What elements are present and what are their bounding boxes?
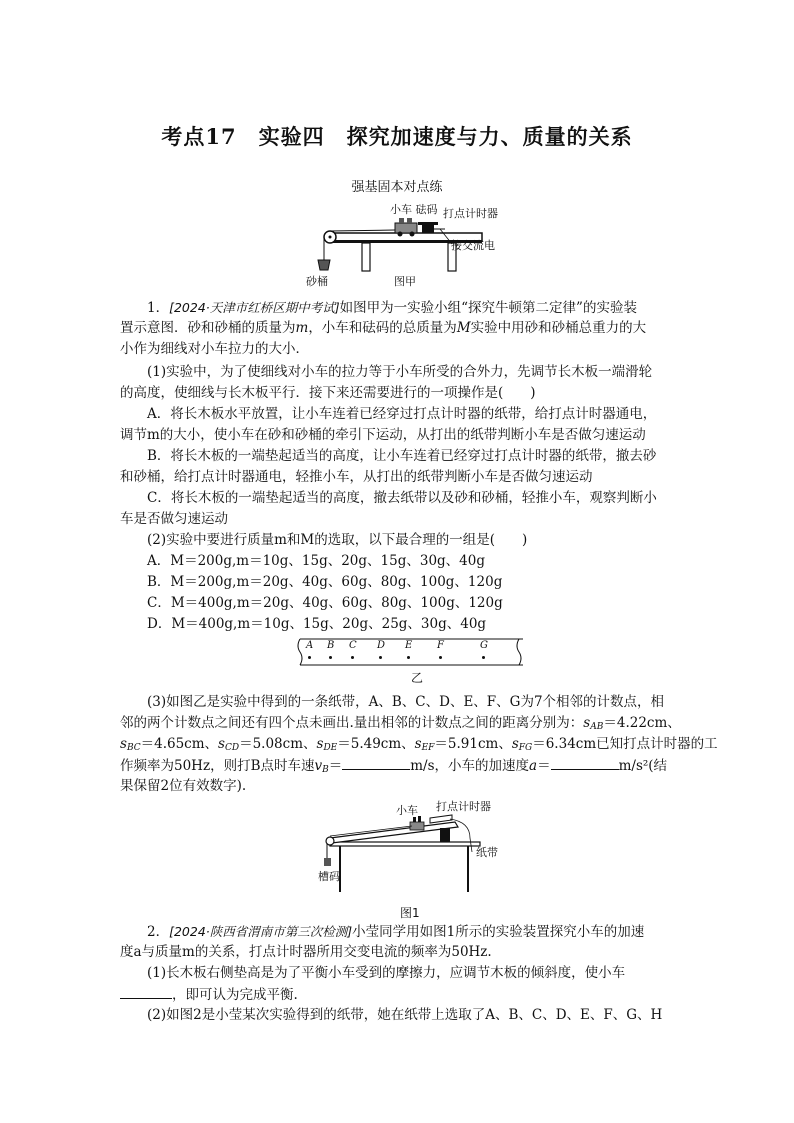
- q1-part3-line1: (3)如图乙是实验中得到的一条纸带，A、B、C、D、E、F、G为7个相邻的计数点，相: [147, 694, 665, 710]
- tape-dot: [329, 656, 332, 659]
- q1-stem-line3: 小作为细线对小车拉力的大小．: [120, 341, 309, 357]
- section-title: 强基固本对点练: [351, 180, 443, 195]
- q1-source: [2024·天津市红桥区期中考试]: [169, 300, 340, 315]
- q1-part3-2: 邻的两个计数点之间还有四个点未画出.量出相邻的计数点之间的距离分别为：: [120, 715, 584, 731]
- car-label: 小车: [396, 804, 418, 817]
- q1-part3-line4: 作频率为50Hz，则打B点时车速$v_B= m/s$，小车的加速度a＝ m/s²(结: [120, 755, 680, 781]
- tape-point-label: B: [327, 640, 335, 651]
- q1-option-B-line1: B．将长木板的一端垫起适当的高度，让小车连着已经穿过打点计时器的纸带，撤去砂: [147, 448, 657, 464]
- q2-part1-2: ，即可认为完成平衡.: [172, 987, 298, 1003]
- unit-a: m/s²(结: [618, 758, 668, 774]
- q1-part3-line3: $s_{BC}=4.65cm$、$s_{CD}=5.08cm$、$s_{DE}=5.49cm$、$s_{EF}=5.91cm$、$s_{FG}=6.34cm$已知打点计时器的工: [120, 736, 718, 753]
- q1-part2: (2)实验中要进行质量m和M的选取，以下最合理的一组是( ): [147, 532, 528, 548]
- tape-label: 纸带: [476, 846, 498, 859]
- tape-dot: [482, 656, 485, 659]
- s-ef: ＝5.91cm、: [434, 736, 512, 752]
- answer-blank-q2-1[interactable]: [120, 984, 172, 999]
- q2-part1-line2: [120, 984, 680, 1006]
- page-title: 考点17 实验四 探究加速度与力、质量的关系: [161, 124, 633, 149]
- tape-point-label: E: [405, 640, 413, 651]
- q1-stem-2c: 实验中用砂和砂桶总重力的大: [470, 320, 647, 336]
- s-fg: ＝6.34cm已知打点计时器的工: [532, 736, 718, 752]
- q1-option-C-line2: 车是否做匀速运动: [120, 511, 228, 527]
- q2-part2: (2)如图2是小莹某次实验得到的纸带，她在纸带上选取了A、B、C、D、E、F、G、H: [147, 1007, 663, 1023]
- q1-choice-D: D．M＝400g,m＝10g、15g、20g、25g、30g、40g: [147, 616, 487, 632]
- a-eq: ＝: [537, 758, 551, 774]
- q1-option-A-line1: A．将长木板水平放置，让小车连着已经穿过打点计时器的纸带，给打点计时器通电，: [147, 406, 657, 422]
- weight-label: 槽码: [318, 870, 340, 883]
- tape-point-label: F: [437, 640, 444, 651]
- q1-stem-line2: [120, 318, 680, 339]
- tape-dot: [439, 656, 442, 659]
- ac-label: 接交流电: [451, 239, 495, 252]
- sym-m: m: [295, 320, 309, 336]
- q2-part1-line1: (1)长木板右侧垫高是为了平衡小车受到的摩擦力，应调节木板的倾斜度，使小车: [147, 965, 626, 981]
- q1-part3-line2: 邻的两个计数点之间还有四个点未画出.量出相邻的计数点之间的距离分别为：$s_{AB}=4.22cm$、: [120, 715, 681, 732]
- figure-1: [300, 800, 520, 925]
- tape-dot: [379, 656, 382, 659]
- tape-dot: [351, 656, 354, 659]
- tape-point-label: G: [480, 640, 488, 651]
- s-bc: ＝4.65cm、: [140, 736, 219, 752]
- tape-dot: [407, 656, 410, 659]
- tape-dot: [308, 656, 311, 659]
- q1-stem-1: 如图甲为一实验小组“探究牛顿第二定律”的实验装: [339, 300, 637, 316]
- s-de: ＝5.49cm、: [337, 736, 415, 752]
- tape-figure: [295, 636, 525, 686]
- q1-option-B-line2: 和砂桶，给打点计时器通电，轻推小车，从打出的纸带判断小车是否做匀速运动: [120, 469, 593, 485]
- q1-number: 1．: [147, 300, 170, 316]
- timer-label: 打点计时器: [443, 207, 498, 220]
- q1-option-C-line1: C．将长木板的一端垫起适当的高度，撤去纸带以及砂和砂桶，轻推小车，观察判断小: [147, 490, 657, 506]
- q1-stem-2: 置示意图．砂和砂桶的质量为: [120, 320, 296, 336]
- q1-stem-line1: [147, 297, 680, 319]
- unit-v: m/s，小车的加速度: [410, 758, 530, 774]
- bucket-label: 砂桶: [306, 275, 328, 288]
- q1-choice-A: A．M＝200g,m＝10g、15g、20g、15g、30g、40g: [147, 553, 485, 569]
- q1-part3-4: 作频率为50Hz，则打B点时车速: [120, 758, 315, 774]
- q1-choice-C: C．M＝400g,m＝20g、40g、60g、80g、100g、120g: [147, 595, 503, 611]
- q1-option-A-line2: 调节m的大小，使小车在砂和砂桶的牵引下运动，从打出的纸带判断小车是否做匀速运动: [120, 427, 646, 443]
- q2-number: 2．: [147, 924, 170, 940]
- vb-eq: ＝: [328, 758, 343, 774]
- q2-stem-line2: 度a与质量m的关系，打点计时器所用交变电流的频率为50Hz.: [120, 944, 492, 960]
- q1-choice-B: B．M＝200g,m＝20g、40g、60g、80g、100g、120g: [147, 574, 503, 590]
- q2-stem-1: 小莹同学用如图1所示的实验装置探究小车的加速: [352, 924, 645, 940]
- figure-1-caption: 图1: [400, 906, 420, 920]
- q1-part3-line5: 果保留2位有效数字).: [120, 778, 247, 794]
- tape-point-label: C: [349, 640, 357, 651]
- s-ab: ＝4.22cm、: [603, 715, 681, 731]
- car-weight-label: 小车 砝码: [390, 203, 438, 216]
- figure-jia: [300, 200, 530, 295]
- answer-blank-vb[interactable]: [342, 755, 410, 770]
- fig1-timer-label: 打点计时器: [436, 800, 491, 813]
- q1-part1-line1: (1)实验中，为了使细线对小车的拉力等于小车所受的合外力，先调节长木板一端滑轮: [147, 364, 653, 380]
- figure-jia-caption: 图甲: [394, 275, 416, 288]
- tape-caption: 乙: [411, 671, 424, 685]
- s-cd: ＝5.08cm、: [239, 736, 317, 752]
- q1-part1-line2: 的高度，使细线与长木板平行．接下来还需要进行的一项操作是( ): [120, 385, 536, 401]
- q1-stem-2b: ，小车和砝码的总质量为: [308, 320, 457, 336]
- answer-blank-a[interactable]: [551, 755, 619, 770]
- tape-point-label: D: [377, 640, 386, 651]
- sym-M: M: [456, 320, 471, 336]
- tape-point-label: A: [306, 640, 314, 651]
- q2-stem-line1: [147, 921, 680, 943]
- q2-source: [2024·陕西省渭南市第三次检测]: [169, 924, 353, 939]
